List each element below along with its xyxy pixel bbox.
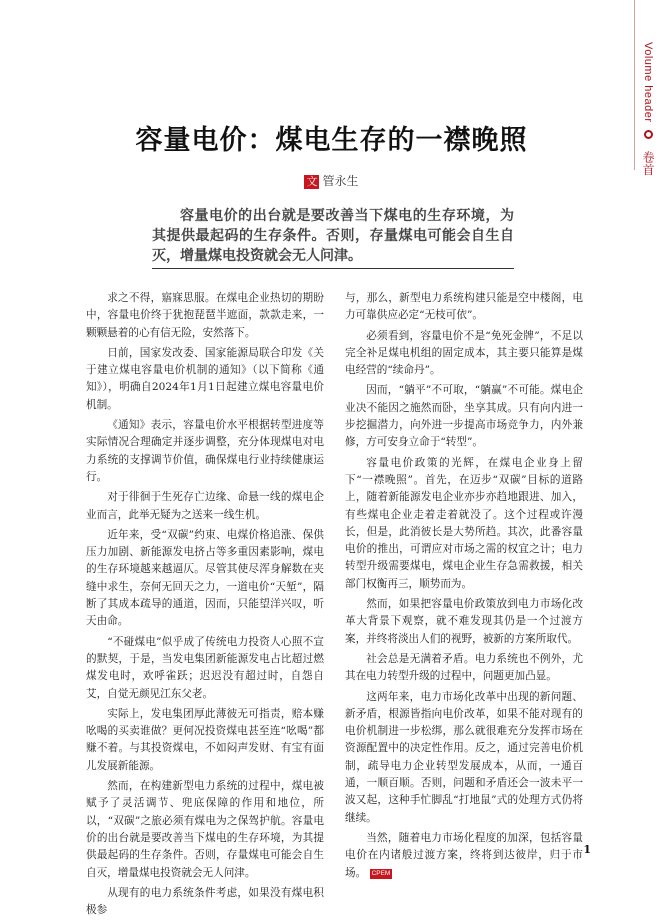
paragraph: “不碰煤电”似乎成了传统电力投资人心照不宣的默契，于是，当发电集团新能源发电占比超过燃煤发电时，欢呼雀跃；迟迟没有超过时，自怨自艾，自觉无颜见江东父老。 [86, 635, 324, 700]
paragraph: 这两年来，电力市场化改革中出现的新问题、新矛盾，根源皆指向电价改革，如果不能对现有的电价机制进一步松绑，那么就很难充分发挥市场在资源配置中的决定性作用。反之，通过完善电价机制，疏导电力企业转型发展成本，从而，一通百通，一顺百顺。否则，问题和矛盾还会一波未平一波又起，这种手忙脚乱“打地鼠”式的处理方式仍将继续。 [345, 690, 583, 824]
paragraph: 日前，国家发改委、国家能源局联合印发《关于建立煤电容量电价机制的通知》（以下简称《通知》），明确自2024年1月1日起建立煤电容量电价机制。 [86, 346, 324, 411]
paragraph: 然而，在构建新型电力系统的过程中，煤电被赋予了灵活调节、兜底保障的作用和地位，所以，“双碳”之旅必须有煤电为之保驾护航。容量电价的出台就是要改善当下煤电的生存环境，为其提供最起码的生存条件。否则，存量煤电可能会自生自灭，增量煤电投资就会无人问津。 [86, 780, 324, 879]
section-label-cn: 卷首 [641, 150, 655, 176]
lede: 容量电价的出台就是要改善当下煤电的生存环境，为其提供最起码的生存条件。否则，存量煤电可能会自生自灭，增量煤电投资就会无人问津。 [152, 208, 514, 264]
author-name: 管永生 [322, 174, 359, 188]
paragraph: 近年来，受“双碳”约束、电煤价格追涨、保供压力加剧、新能源发电挤占等多重因素影响，煤电的生存环境越来越逼仄。尽管其使尽浑身解数在夹缝中求生，奈何无回天之力，一道电价“天堑”，隔断了其成本疏导的通道，因而，只能望洋兴叹，听天由命。 [86, 528, 324, 628]
closing-text: 当然，随着电力市场化程度的加深，包括容量电价在内诸般过渡方案，终将到达彼岸，归于市场。 [345, 831, 583, 879]
byline-tag: 文 [306, 175, 318, 188]
paragraph: 对于徘徊于生死存亡边缘、命悬一线的煤电企业而言，此举无疑为之送来一线生机。 [86, 491, 324, 521]
section-label-en: Volume header [642, 42, 654, 123]
paragraph: 求之不得，寤寐思服。在煤电企业热切的期盼中，容量电价终于犹抱琵琶半遮面，款款走来，一颗颗悬着的心有信无险，安然落下。 [86, 292, 324, 339]
left-column [86, 290, 324, 922]
paragraph: 必须看到，容量电价不是“免死金牌”，不足以完全补足煤电机组的固定成本，其主要只能算是煤电经营的“续命丹”。 [345, 329, 583, 377]
end-badge: CPEM [371, 869, 391, 877]
paragraph: 容量电价政策的光辉，在煤电企业身上留下“一襟晚照”。首先，在迈步“双碳”目标的道路上，随着新能源发电企业亦步亦趋地跟进、加入，有些煤电企业走着走着就没了。这个过程或许漫长，但是，此消彼长是大势所趋。其次，此番容量电价的推出，可谓应对市场之需的权宜之计；电力转型升级需要煤电，煤电企业生存急需救援，相关部门权衡再三，顺势而为。 [345, 456, 583, 590]
paragraph: 社会总是无满着矛盾。电力系统也不例外，尤其在电力转型升级的过程中，问题更加凸显。 [345, 652, 583, 683]
paragraph: 从现有的电力系统条件考虑，如果没有煤电积极参 [86, 886, 324, 917]
page-number: 1 [583, 843, 591, 856]
paragraph: 实际上，发电集团厚此薄彼无可指责，赔本赚吆喝的买卖谁做？更何况投资煤电甚至连“吆喝”都赚不着。与其投资煤电，不如闷声发财、有宝有面儿发展新能源。 [86, 707, 324, 772]
right-column [345, 290, 583, 885]
article-title: 容量电价：煤电生存的一襟晚照 [135, 125, 528, 156]
paragraph: 然而，如果把容量电价政策放到电力市场化改革大背景下观察，就不难发现其仍是一个过渡方案，并终将淡出人们的视野，被新的方案所取代。 [345, 598, 583, 645]
byline [0, 172, 663, 189]
paragraph-continued: 与，那么，新型电力系统构建只能是空中楼阁，电力可靠供应必定“无枝可依”。 [345, 292, 583, 322]
lede-divider [152, 268, 514, 269]
paragraph: 因而，“躺平”不可取，“躺赢”不可能。煤电企业决不能因之施然而卧，坐享其成。只有向内进一步挖掘潜力，向外进一步提高市场竞争力，内外兼修，方可安身立命于“转型”。 [345, 384, 583, 449]
paragraph: 《通知》表示，容量电价水平根据转型进度等实际情况合理确定并逐步调整，充分体现煤电对电力系统的支撑调节价值，确保煤电行业持续健康运行。 [86, 419, 324, 483]
closing-paragraph [345, 830, 583, 882]
